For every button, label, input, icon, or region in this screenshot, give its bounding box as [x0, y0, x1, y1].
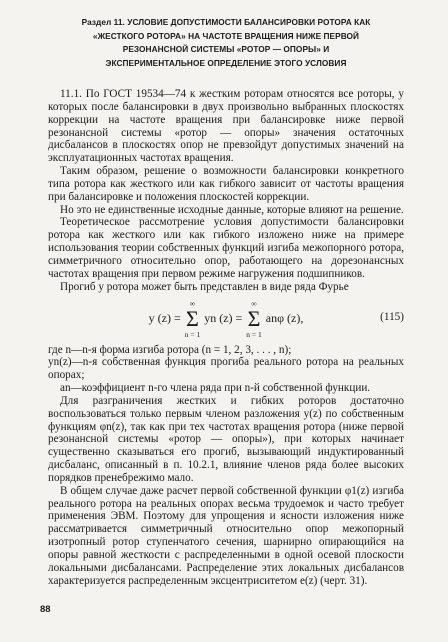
- paragraph-theory: Теоретическое рассмотрение условия допустимости балансировки ротора как жесткого или как гибкого изложено ниже на примере использования теории собственных функций изгиба межопорного ротора, симметричного относительно опор, работающего на дорезонансных частотах вращения при первом режиме нагружения подшипников.: [48, 216, 404, 280]
- body-text: [48, 88, 404, 588]
- sum-symbol-1: ∞ Σ n = 1: [184, 298, 201, 339]
- heading-line-1: Раздел 11. УСЛОВИЕ ДОПУСТИМОСТИ БАЛАНСИРОВКИ РОТОРА КАК: [81, 17, 371, 27]
- sum-symbol-2: ∞ Σ n = 1: [246, 298, 262, 339]
- sum-1-upper: ∞: [189, 298, 196, 308]
- formula-lhs: y (z) =: [148, 311, 181, 326]
- equation-number: (115): [380, 310, 404, 323]
- paragraph-conclusion: Таким образом, решение о возможности балансировки конкретного типа ротора как жесткого или как гибкого зависит от частоты вращения при балансировке и положения плоскостей коррекции.: [48, 165, 404, 203]
- formula-term-1: yn (z) =: [204, 311, 243, 326]
- page-number: 88: [40, 604, 51, 615]
- paragraph-general-case: В общем случае даже расчет первой собственной функции φ1(z) изгиба реального ротора на реальных опорах весьма трудоемок и часто требует применения ЭВМ. Поэтому для упрощения и ясности изложения ниже рассматривается симметричный относительно опор межопорный изотропный ротор ступенчатого сечения, шарнирно опирающийся на опоры равной жесткости с распределенными в одной осевой плоскости локальными дисбалансами. Распределение этих локальных дисбалансов характеризуется распределенным эксцентриситетом e(z) (черт. 31).: [48, 484, 404, 587]
- paragraph-rigid-flexible: Для разграничения жестких и гибких роторов достаточно воспользоваться только первым членом разложения y(z) по собственным функциям φn(z), так как при тех частотах вращения ротора (ниже первой резонансной системы «ротор — опоры»), при которых начинает существенно сказываться его прогиб, вызывающий индуктированный дисбаланс, описанный в п. 10.2.1, влияние членов ряда более высоких порядков пренебрежимо мало.: [48, 394, 404, 484]
- sum-2-lower: n = 1: [246, 329, 262, 339]
- heading-line-4: ЭКСПЕРИМЕНТАЛЬНОЕ ОПРЕДЕЛЕНИЕ ЭТОГО УСЛОВИЯ: [105, 57, 347, 68]
- heading-line-3: РЕЗОНАНСНОЙ СИСТЕМЫ «РОТОР — ОПОРЫ» И: [122, 44, 330, 55]
- paragraph-other-data: Но это не единственные исходные данные, которые влияют на решение.: [60, 203, 404, 216]
- formula-term-2: anφ (z),: [265, 311, 304, 326]
- definition-yn: yn(z)—n-я собственная функция прогиба реального ротора на реальных опорах;: [48, 356, 404, 382]
- sum-1-lower: n = 1: [184, 329, 201, 339]
- section-heading: [48, 16, 404, 70]
- equation-115: [48, 294, 404, 344]
- definition-n: где n—n-я форма изгиба ротора (n = 1, 2, 3, . . . , n);: [48, 343, 292, 356]
- heading-line-2: «ЖЕСТКОГО РОТОРА» НА ЧАСТОТЕ ВРАЩЕНИЯ НИЖЕ ПЕРВОЙ: [92, 30, 360, 41]
- paragraph-fourier-intro: Прогиб y ротора может быть представлен в виде ряда Фурье: [60, 280, 349, 293]
- sum-2-upper: ∞: [251, 298, 257, 308]
- definition-an: an—коэффициент n-го члена ряда при n-й собственной функции.: [60, 382, 371, 395]
- paragraph-11-1: 11.1. По ГОСТ 19534—74 к жестким роторам относятся все роторы, у которых после балансировки в двух произвольно выбранных плоскостях коррекции на частоте вращения при балансировке ниже первой резонансной системы «ротор — опоры» значения остаточных дисбалансов в плоскостях опор не превзойдут допустимых значений на эксплуатационных частотах вращения.: [48, 88, 404, 165]
